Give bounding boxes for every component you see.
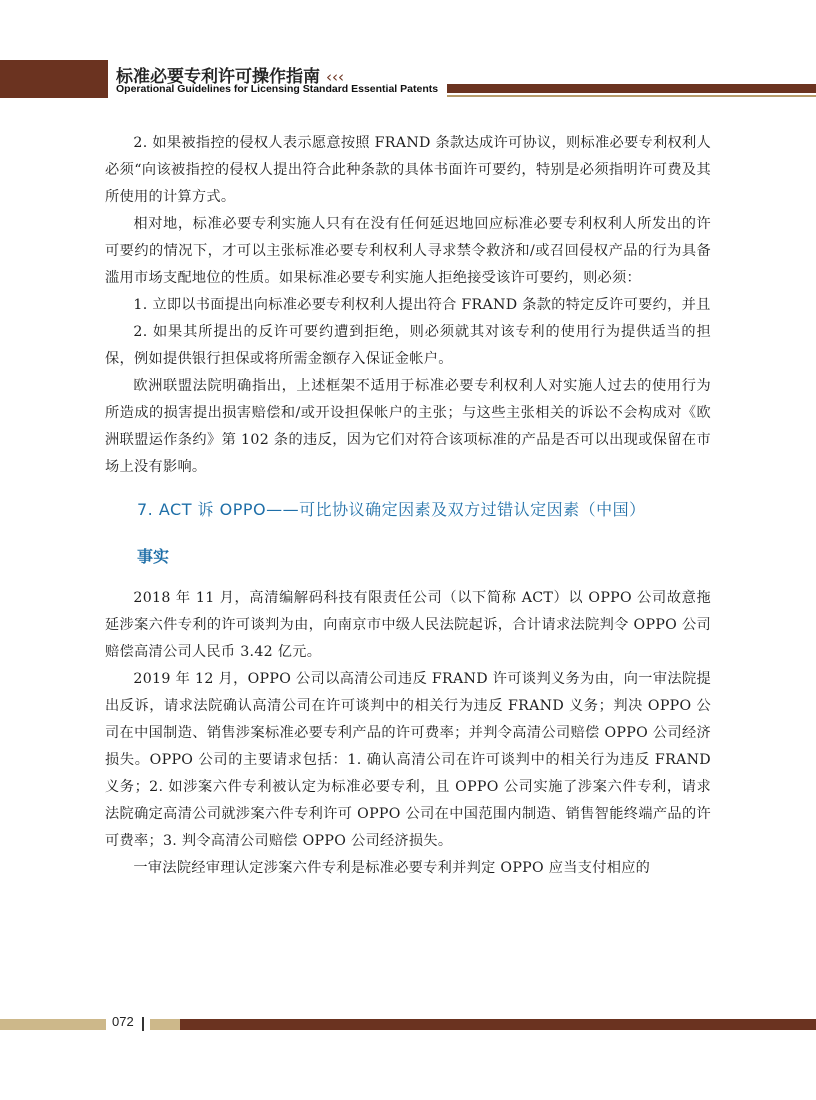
body-paragraph: 1. 立即以书面提出向标准必要专利权利人提出符合 FRAND 条款的特定反许可要约，并且 bbox=[133, 297, 711, 313]
page-number: 072 bbox=[112, 1014, 134, 1029]
body-paragraph: 2. 如果其所提出的反许可要约遭到拒绝，则必须就其对该专利的使用行为提供适当的担保，例如提供银行担保或将所需金额存入保证金帐户。 bbox=[105, 324, 711, 367]
running-header-subtitle: Operational Guidelines for Licensing Standard Essential Patents bbox=[116, 83, 439, 95]
footer-bar-right bbox=[180, 1019, 816, 1030]
page-body bbox=[105, 130, 711, 882]
header-rule bbox=[447, 84, 816, 93]
footer-bar-left bbox=[0, 1019, 106, 1030]
section-heading: 7. ACT 诉 OPPO——可比协议确定因素及双方过错认定因素（中国） bbox=[137, 500, 646, 519]
footer-bar-mid bbox=[150, 1019, 180, 1030]
running-header-title-text: 标准必要专利许可操作指南 bbox=[116, 67, 320, 87]
subheading: 事实 bbox=[137, 547, 170, 566]
footer-separator bbox=[142, 1017, 144, 1031]
body-paragraph: 2019 年 12 月，OPPO 公司以高清公司违反 FRAND 许可谈判义务为由，向一审法院提出反诉，请求法院确认高清公司在许可谈判中的相关行为违反 FRAND 义务；判决 OPPO 公司在中国制造、销售涉案标准必要专利产品的许可费率；并判令高清公司赔偿 OPPO 公司经济损失。OPPO 公司的主要请求包括：1. 确认高清公司在许可谈判中的相关行为违反 FRAND 义务；2. 如涉案六件专利被认定为标准必要专利，且 OPPO 公司实施了涉案六件专利，请求法院确定高清公司就涉案六件专利许可 OPPO 公司在中国范围内制造、销售智能终端产品的许可费率；3. 判令高清公司赔偿 OPPO 公司经济损失。 bbox=[105, 671, 711, 849]
body-paragraph: 欧洲联盟法院明确指出，上述框架不适用于标准必要专利权利人对实施人过去的使用行为所造成的损害提出损害赔偿和/或开设担保帐户的主张；与这些主张相关的诉讼不会构成对《欧洲联盟运作条约》第 102 条的违反，因为它们对符合该项标准的产品是否可以出现或保留在市场上没有影响。 bbox=[105, 378, 711, 475]
body-paragraph: 2. 如果被指控的侵权人表示愿意按照 FRAND 条款达成许可协议，则标准必要专利权利人必须“向该被指控的侵权人提出符合此种条款的具体书面许可要约，特别是必须指明许可费及其所使用的计算方式。 bbox=[105, 135, 711, 205]
body-paragraph: 相对地，标准必要专利实施人只有在没有任何延迟地回应标准必要专利权利人所发出的许可要约的情况下，才可以主张标准必要专利权利人寻求禁令救济和/或召回侵权产品的行为具备滥用市场支配地位的性质。如果标准必要专利实施人拒绝接受该许可要约，则必须： bbox=[105, 216, 711, 286]
header-chevrons-icon: ‹‹‹ bbox=[326, 68, 344, 86]
header-rule-thin bbox=[447, 95, 816, 97]
header-color-bar bbox=[0, 60, 108, 98]
body-paragraph: 2018 年 11 月，高清编解码科技有限责任公司（以下简称 ACT）以 OPPO 公司故意拖延涉案六件专利的许可谈判为由，向南京市中级人民法院起诉，合计请求法院判令 OPPO 公司赔偿高清公司人民币 3.42 亿元。 bbox=[105, 590, 711, 660]
body-paragraph: 一审法院经审理认定涉案六件专利是标准必要专利并判定 OPPO 应当支付相应的 bbox=[133, 860, 651, 876]
